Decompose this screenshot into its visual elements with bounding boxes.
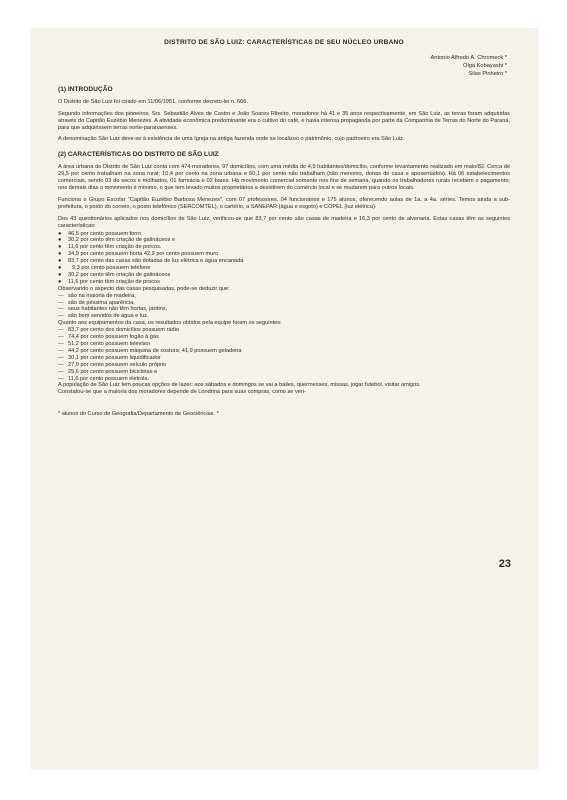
equipment-list [58,327,510,382]
section-heading-characteristics: (2) CARACTERÍSTICAS DO DISTRITO DE SÃO LUIZ [58,151,219,159]
scanned-page [30,28,539,770]
observe-intro: Observando o aspecto das casas pesquisadas, pode-se deduzir que: [58,285,230,292]
author-name: Antonio Alfredo A. Chromeck * [430,54,507,61]
section-heading-introduction: (1) INTRODUÇÃO [58,85,113,93]
list-item: — 74,4 por cento possuem fogão à gás [58,334,159,341]
paragraph: A denominação São Luiz deve-se à existência de uma Igreja na antiga fazenda onde se localizou o patrimônio, cujo padroeiro era São Luiz. [58,136,405,143]
list-item: — 11,6 por cento possuem eletrola. [58,375,150,382]
dash-marker: — [58,354,64,361]
paragraph: Funciona o Grupo Escolar "Capitão Euzébio Barbosa Menezes", com 07 professores, 04 funcionários e 175 alunos, oferecendo aulas de 1a. a 4a. séries. Temos ainda a sub-prefeitura, o posto do correio, o posto telefônico (SERCOMTEL), o cartório, a SANEPAR (água e esgoto) e COPEL (luz elétrica). [58,196,510,210]
dash-marker: — [58,306,64,313]
dash-marker: — [58,375,64,382]
paragraph: A população de São Luiz tem poucas opções de lazer: aos sábados e domingos se vai a bailes, quermesses, missas, jogar futebol, visitar amigos. [58,382,421,389]
bullet-marker: ● [58,251,62,258]
list-item: — são bem servidos de água e luz. [58,313,149,320]
bullet-marker: ● [58,244,62,251]
author-list [58,54,507,78]
list-item: ● 34,9 por cento possuem horta 42,9 por cento possuem muro [58,251,219,258]
author-name: Olga Kobayashi * [463,62,507,69]
paragraph: Segundo informações dos pioneiros, Srs. Sebastião Alves de Castro e João Soares Ribeiro, moradores há 41 e 35 anos respectivamente, em São Luiz, as terras foram adquiridas através do Capitão Euzébio Menezes. A atividade econômica predominante era o cultivo do café, e havia intensa propaganda por parte da Companhia de Terras do Norte do Paraná, para que adquirissem terras norte-paranaenses. [58,110,510,131]
dash-marker: — [58,313,64,320]
article-title: DISTRITO DE SÃO LUIZ: CARACTERÍSTICAS DE SEU NÚCLEO URBANO [164,39,404,46]
paragraph: Constatou-se que a maioria dos moradores depende de Londrina para suas compras, como se veri- [58,389,306,396]
dash-marker: — [58,368,64,375]
list-item: ● 30,2 por cento têm criação de galináceos e [58,237,175,244]
dash-marker: — [58,327,64,334]
bullet-marker: ● [58,258,62,265]
paragraph: Dos 43 questionários aplicados nos domicílios de São Luiz, verificou-se que 83,7 por cento são casas de madeira e 16,3 por cento de alvenaria. Estas casas têm as seguintes características: [58,215,510,229]
bullet-marker: ● [58,265,62,272]
list-item: — 27,9 por cento possuem veículo próprio [58,361,167,368]
house-characteristics-list [58,231,510,286]
list-item: ● 9,3 por cento possuem telefone [58,265,151,272]
list-item: — são na maioria de madeira, [58,292,136,299]
list-item: — 44,2 por cento possuem máquina de costura; 41,9 possuem geladeira [58,347,242,354]
bullet-marker: ● [58,237,62,244]
dash-marker: — [58,334,64,341]
list-item: — 25,6 por cento possuem bicicletas e [58,368,158,375]
list-item: ● 46,5 por cento possuem forro [58,230,142,237]
list-item: ● 30,2 por cento têm criação de galináceos [58,271,171,278]
page-number: 23 [498,558,511,570]
observation-list [58,293,510,321]
list-item: — são de péssima aparência, [58,299,135,306]
list-item: ● 11,6 por cento têm criação de procos [58,278,160,285]
equipment-intro: Quanto aos equipamentos da casa, os resultados obtidos pela equipe foram os seguintes: [58,320,282,327]
list-item: — 51,2 por cento possuem televisor [58,341,151,347]
dash-marker: — [58,292,64,299]
bullet-marker: ● [58,278,62,285]
list-item: ● 11,6 por cento têm criação de porcos. [58,244,162,251]
paragraph: O Distrito de São Luiz foi criado em 11/06/1951, conforme decreto-lei n. 666. [58,98,248,105]
scan-speck: · · · [370,547,382,552]
paragraph: A área urbana do Distrito de São Luiz conta com 474 moradores, 97 domicílios, com uma média de 4,9 habitantes/domicílio, conforme levantamento realizado em maio/82. Cerca de 29,5 por cento trabalham na zona rural; 10,4 por cento na zona urbana e 60,1 por cento não trabalham (são menores, donas de casa e aposentados). Há 06 estabelecimentos comerciais, sendo 03 de secos e molhados, 01 farmácia e 02 bares. Há movimento comercial somente nos fins de semana, quando os trabalhadores rurais recebem o pagamento; nos demais dias o movimento é mínimo, o que tem levado muitos proprietários a desistirem do comércio local e se mudarem para outros locais. [58,164,510,191]
bullet-marker: ● [58,271,62,278]
bullet-marker: ● [58,230,62,237]
dash-marker: — [58,341,64,347]
dash-marker: — [58,299,64,306]
footnote: * alunos do Curso de Geografia/Departamento de Geociências. * [58,411,219,418]
dash-marker: — [58,361,64,368]
list-item: ● 83,7 por cento das casas são dotadas de luz elétrica e água encanada [58,258,244,265]
author-name: Silas Pinheiro * [468,70,507,77]
list-item: — 83,7 por cento dos domicílios possuem rádio [58,327,180,334]
page-content [58,38,510,418]
dash-marker: — [58,347,64,354]
list-item: — seus habitantes não têm hortas, jardins, [58,306,168,313]
list-item: — 30,1 por cento possuem liquidificador [58,354,161,361]
